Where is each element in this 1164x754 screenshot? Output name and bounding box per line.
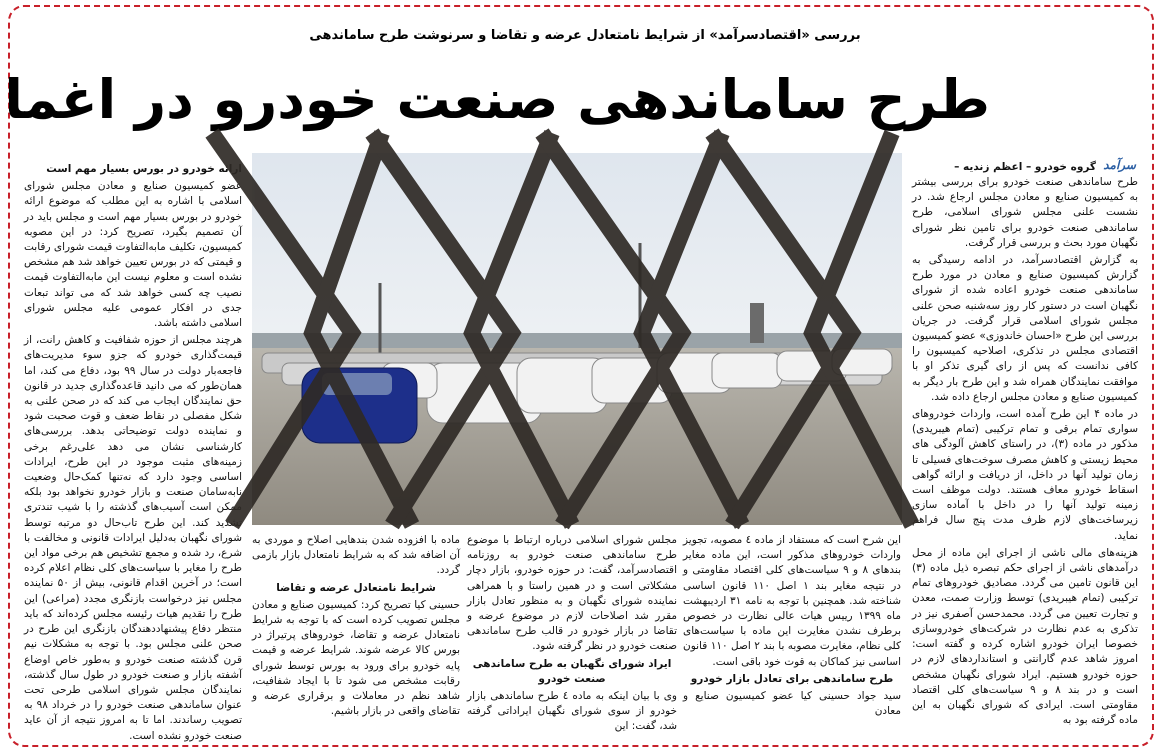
paragraph: هرچند مجلس از حوزه شفافیت و کاهش رانت، از قیمت‌گذاری خودرو که جزو سوء مدیریت‌های فاجعه‌بار دولت در سال ۹۹ بود، دفاع می کند، اما همان‌طور که می دانید قاعده‌گذاری جدید در قانون حق نمایندگان ایجاب می کند که در صحن علنی به شکل مفصلی در نقاط ضعف و قوت صحبت شود و نماینده دولت توضیحاتی بدهد. بررسی‌های کارشناسی نشان می دهد علی‌رغم برخی زمینه‌های مثبت موجود در این طرح، ایرادات اساسی وجود دارد که نه‌تنها کمک‌حال وضعیت نابه‌سامان صنعت و بازار خودرو نخواهد بود بلکه ممکن است آسیب‌های گذشته را با شیب تندتری تشدید کند. این طرح تاب‌حال دو مرتبه توسط شورای نگهبان به‌دلیل ایرادات قانونی و مخالفت با شرع، رد شده و مجمع تشخیص هم برخی مواد این طرح را مغایر با سیاست‌های کلی نظام اعلام کرده است؛ در آخرین اقدام قانونی، بیش از ۵۰ نماینده مجلس نیز درخواست بازنگری مجدد (مراعی) این طرح را تقدیم هیات رئیسه مجلس کرده‌اند که باید منتظر دفاع پیشنهاددهندگان بازنگری این طرح در صحن علنی مجلس بود. با توجه به مشکلات نیم قرن گذشته صنعت خودرو و به‌طور خاص اوضاع آشفته بازار و صنعت خودرو در طول سال گذشته، نمایندگان مجلس شورای اسلامی طرحی تحت عنوان ساماندهی صنعت خودرو را در خرداد ۹۸ به تصویب رساندند. اما تا به امروز نتیجه از آن عاید صنعت خودرو نشده است.: [24, 334, 243, 742]
paragraph: سید جواد حسینی کیا عضو کمیسیون صنایع و معادن: [683, 690, 901, 718]
column-bottom-1: [683, 533, 901, 735]
column-right-body: [912, 175, 1138, 735]
paragraph: عضو کمیسیون صنایع و معادن مجلس شورای اسلامی با اشاره به این مطلب که موضوع ارائه خودرو در بورس بسیار مهم است و مجلس باید در آن تصمیم بگیرد، تصریح کرد: در این مصوبه کمیسیون، تکلیف مابه‌التفاوت قیمت شورای رقابت و قیمتی که در بورس تعیین خواهد شد هم مشخص نشده است و معلوم نیست این مابه‌التفاوت قیمت نصیب چه کسی خواهد شد که می تواند تبعات جدی در افکار عمومی علیه مجلس شورای اسلامی داشته باشد.: [24, 180, 242, 330]
headline: طرح ساماندهی صنعت خودرو در اغما: [4, 68, 990, 131]
kicker: بررسی «اقتصادسرآمد» از شرایط نامتعادل عرضه و تقاضا و سرنوشت طرح ساماندهی: [309, 28, 861, 43]
column-left: [24, 160, 243, 742]
section-heading: طرح ساماندهی برای تعادل بازار خودرو: [690, 672, 894, 685]
cars-parking-photo: [252, 153, 902, 525]
paragraph: هزینه‌های مالی ناشی از اجرای این ماده از محل درآمدهای ناشی از اجرای حکم تبصره ذیل ماده (۳) این قانون تامین می گردد. مصادیق خودروهای تمام ترکیبی (تمام هیبریدی) توسط وزارت صمت، معدن و تجارت تعیین می گردد. محمدحسن آصفری نیز در تذکری به عدم نظارت در شرکت‌های خودروسازی خصوصا ایران خودرو اشاره کرده و گفته است: امروز شاهد عدم گارانتی و استانداردهای لازم در حوزه خودرو هستیم. ایراد شورای نگهبان مشخص است و در بند ۸ و ۹ سیاست‌های کلی اقتصاد مقاومتی است. ایرادی که شورای نگهبان به این ماده گرفته بود به: [912, 546, 1138, 727]
paragraph: ماده با افزوده شدن بندهایی اصلاح و موردی به آن اضافه شد که به شرایط نامتعادل بازار بازمی گردد.: [252, 534, 460, 577]
paragraph: در ماده ۴ این طرح آمده است، واردات خودروهای سواری تمام برقی و تمام ترکیبی (تمام هیبریدی) مذکور در ماده (۳)، در راستای کاهش آلودگی های محیط زیستی و کاهش مصرف سوخت‌های فسیلی تا زمان تولید آنها در داخل، از دریافت و ارائه گواهی اسقاط خودرو معاف هستند. دولت موظف است زمینه تولید آنها را در داخل با آماده سازی زیرساخت‌های لازم ظرف مدت پنج سال فراهم نماید.: [912, 408, 1138, 542]
section-heading: ایراد شورای نگهبان به طرح ساماندهی صنعت خودرو: [472, 657, 672, 685]
paragraph: مجلس شورای اسلامی درباره ارتباط با موضوع طرح ساماندهی صنعت خودرو به روزنامه اقتصادسرآمد، گفت: در حوزه خودرو، بازار دچار مشکلاتی است و در همین راستا و با همراهی نماینده شورای نگهبان و به منظور تعادل بازار مقرر شد اصلاحات لازم در موضوع عرضه و تقاضا در بازار خودرو در قالب طرح ساماندهی صنعت خودرو در نظر گرفته شود.: [467, 534, 677, 653]
byline: گروه خودرو – اعظم زندیه –: [954, 161, 1096, 173]
paragraph: طرح ساماندهی صنعت خودرو برای بررسی بیشتر به کمیسیون صنایع و معادن مجلس ارجاع شد. در نشست علنی مجلس شورای اسلامی، طرح ساماندهی صنعت خودرو برای تامین نظر شورای نگهبان مورد بحث و بررسی قرار گرفت.: [912, 176, 1138, 249]
paragraph: به گزارش اقتصادسرآمد، در ادامه رسیدگی به گزارش کمیسیون صنایع و معادن در مورد طرح ساماندهی صنعت خودرو اعاده شده از شورای نگهبان است در دستور کار روز سه‌شنبه صحن علنی مجلس شورای اسلامی قرار گرفت. در جریان بررسی این طرح «احسان خاندوزی» عضو کمیسیون اقتصادی مجلس در تذکری، اصلاحیه کمیسیون را کافی ندانست که پس از رای گیری تذکر او با موافقت نمایندگان همراه شد و این طرح بار دیگر به کمیسیون صنایع و معادن مجلس ارجاع داده شد.: [912, 254, 1138, 403]
section-heading: شرایط نامتعادل عرضه و تقاضا: [276, 581, 436, 594]
paragraph: حسینی کیا تصریح کرد: کمیسیون صنایع و معادن مجلس تصویب کرده است که با توجه به شرایط نامتعادل عرضه و تقاضا، خودروهای پرتیراژ در بورس کالا عرضه شوند. شرایط عرضه و قیمت پایه خودرو برای ورود به بورس توسط شورای رقابت مشخص می شود تا با ایجاد شفافیت، شاهد نظم در معاملات و برقراری عرضه و تقاضای واقعی در بازار باشیم.: [252, 598, 460, 718]
column-bottom-3: [252, 533, 460, 735]
paragraph: وی با بیان اینکه به ماده ٤ طرح ساماندهی بازار خودرو از سوی شورای نگهبان ایراداتی گرفته شد، گفت: این: [467, 690, 677, 733]
section-heading: ارائه خودرو در بورس بسیار مهم است: [46, 163, 242, 175]
sarāmad-logo: سرآمد: [1103, 158, 1136, 172]
paragraph: این شرح است که مستفاد از ماده ٤ مصوبه، تجویز واردات خودروهای مذکور است، این ماده مغایر بندهای ۸ و ۹ سیاست‌های کلی اقتصاد مقاومتی و در نتیجه مغایر بند ۱ اصل ۱۱۰ قانون اساسی شناخته شد. همچنین با توجه به نامه ۳۱ اردیبهشت ماه ۱۳۹۹ رییس هیات عالی نظارت در خصوص برطرف نشدن مغایرت این ماده با سیاست‌های کلی نظام، مغایرت مصوبه با بند ۲ اصل ۱۱۰ قانون اساسی نیز کماکان به قوت خود باقی است.: [683, 534, 902, 668]
column-bottom-2: [467, 533, 677, 735]
